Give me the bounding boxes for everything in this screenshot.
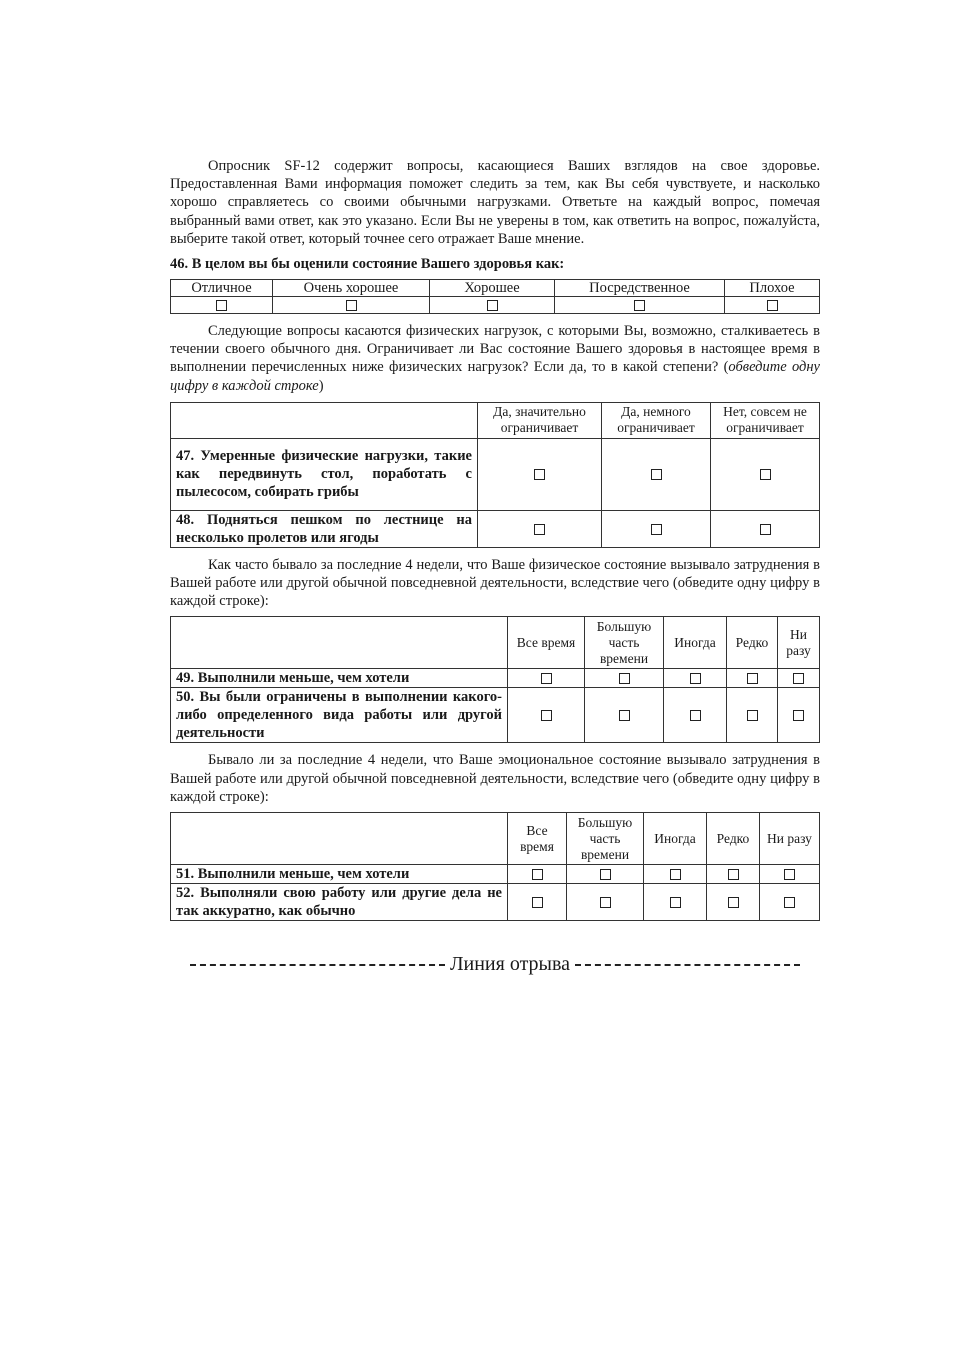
- col-header: Все время: [508, 813, 567, 865]
- intro-paragraph: Опросник SF-12 содержит вопросы, касающиеся Ваших взглядов на свое здоровье. Предоставленная Вами информация поможет следить за тем, как Вы себя чувствуете, и насколько хорошо справляетесь со своими обычными нагрузками. Ответьте на каждый вопрос, помечая выбранный вами ответ, как это указано. Если Вы не уверены в том, как ответить на вопрос, пожалуйста, выберите такой ответ, который точнее сего отражает Ваше мнение.: [170, 158, 820, 247]
- q46-option-label: Хорошее: [430, 280, 555, 297]
- col-header: Все время: [508, 617, 585, 669]
- section4-intro: Бывало ли за последние 4 недели, что Ваше эмоциональное состояние вызывало затруднения в Вашей работе или другой обычной повседневной деятельности, вследствие чего (обведите одну цифру в каждой строке):: [170, 752, 820, 805]
- col-header: Да, немного ограничивает: [602, 402, 711, 438]
- q51-checkbox-rarely[interactable]: [728, 869, 739, 880]
- q51-checkbox-sometimes[interactable]: [670, 869, 681, 880]
- col-header: Иногда: [664, 617, 727, 669]
- q47-checkbox-slightly[interactable]: [651, 469, 662, 480]
- emotional-frequency-table: [170, 812, 820, 921]
- q49-checkbox-sometimes[interactable]: [690, 673, 701, 684]
- q51-checkbox-most-time[interactable]: [600, 869, 611, 880]
- q49-checkbox-never[interactable]: [793, 673, 804, 684]
- q46-checkbox-good[interactable]: [487, 300, 498, 311]
- q49-label: 49. Выполнили меньше, чем хотели: [171, 669, 508, 688]
- q51-checkbox-never[interactable]: [784, 869, 795, 880]
- col-header: Нет, совсем не ограничивает: [711, 402, 820, 438]
- q47-label: 47. Умеренные физические нагрузки, такие как передвинуть стол, поработать с пылесосом, собирать грибы: [171, 438, 478, 510]
- limitations-table: [170, 402, 820, 548]
- physical-frequency-table: [170, 616, 820, 743]
- q50-checkbox-most-time[interactable]: [619, 710, 630, 721]
- q46-checkbox-very-good[interactable]: [346, 300, 357, 311]
- q46-checkbox-fair[interactable]: [634, 300, 645, 311]
- col-header: Редко: [727, 617, 778, 669]
- col-header: Иногда: [644, 813, 707, 865]
- q52-checkbox-all-time[interactable]: [532, 897, 543, 908]
- q52-checkbox-rarely[interactable]: [728, 897, 739, 908]
- col-header: Ни разу: [778, 617, 820, 669]
- q52-checkbox-never[interactable]: [784, 897, 795, 908]
- q48-checkbox-not-at-all[interactable]: [760, 524, 771, 535]
- q48-checkbox-significantly[interactable]: [534, 524, 545, 535]
- q47-checkbox-not-at-all[interactable]: [760, 469, 771, 480]
- q46-title: 46. В целом вы бы оценили состояние Вашего здоровья как:: [170, 256, 565, 273]
- q47-checkbox-significantly[interactable]: [534, 469, 545, 480]
- q50-label: 50. Вы были ограничены в выполнении какого-либо определенного вида работы или другой деятельности: [171, 688, 508, 743]
- q52-label: 52. Выполняли свою работу или другие дела не так аккуратно, как обычно: [171, 884, 508, 921]
- q50-checkbox-sometimes[interactable]: [690, 710, 701, 721]
- q48-checkbox-slightly[interactable]: [651, 524, 662, 535]
- q50-checkbox-never[interactable]: [793, 710, 804, 721]
- q50-checkbox-all-time[interactable]: [541, 710, 552, 721]
- section2-intro: Следующие вопросы касаются физических нагрузок, с которыми Вы, возможно, сталкиваетесь в течении своего обычного дня. Ограничивает ли Вас состояние Вашего здоровья в настоящее время в выполнении перечисленных ниже физических нагрузок? Если да, то в какой степени? (обведите одну цифру в каждой строке): [170, 323, 820, 394]
- q46-table: [170, 279, 820, 314]
- col-header: Редко: [707, 813, 760, 865]
- q46-option-label: Очень хорошее: [273, 280, 430, 297]
- q46-checkbox-poor[interactable]: [767, 300, 778, 311]
- q46-option-label: Посредственное: [555, 280, 725, 297]
- col-header: Да, значительно ограничивает: [478, 402, 602, 438]
- questionnaire-page: [170, 157, 820, 921]
- col-header: Большую часть времени: [585, 617, 664, 669]
- q46-checkbox-excellent[interactable]: [216, 300, 227, 311]
- q49-checkbox-rarely[interactable]: [747, 673, 758, 684]
- q51-label: 51. Выполнили меньше, чем хотели: [171, 865, 508, 884]
- col-header: Большую часть времени: [567, 813, 644, 865]
- q49-checkbox-all-time[interactable]: [541, 673, 552, 684]
- q48-label: 48. Подняться пешком по лестнице на несколько пролетов или ягоды: [171, 510, 478, 547]
- q46-option-label: Плохое: [725, 280, 820, 297]
- q52-checkbox-most-time[interactable]: [600, 897, 611, 908]
- q52-checkbox-sometimes[interactable]: [670, 897, 681, 908]
- q51-checkbox-all-time[interactable]: [532, 869, 543, 880]
- section2-instruction: обведите одну цифру в каждой строке: [170, 359, 820, 394]
- q50-checkbox-rarely[interactable]: [747, 710, 758, 721]
- q49-checkbox-most-time[interactable]: [619, 673, 630, 684]
- section3-intro: Как часто бывало за последние 4 недели, что Ваше физическое состояние вызывало затруднения в Вашей работе или другой обычной повседневной деятельности, вследствие чего (обведите одну цифру в каждой строке):: [170, 556, 820, 610]
- q46-option-label: Отличное: [171, 280, 273, 297]
- tear-line-label: Линия отрыва: [449, 953, 571, 975]
- tear-line-dashes-left: [190, 964, 445, 966]
- tear-line-dashes-right: [575, 964, 800, 966]
- tear-line: [170, 953, 820, 976]
- col-header: Ни разу: [760, 813, 820, 865]
